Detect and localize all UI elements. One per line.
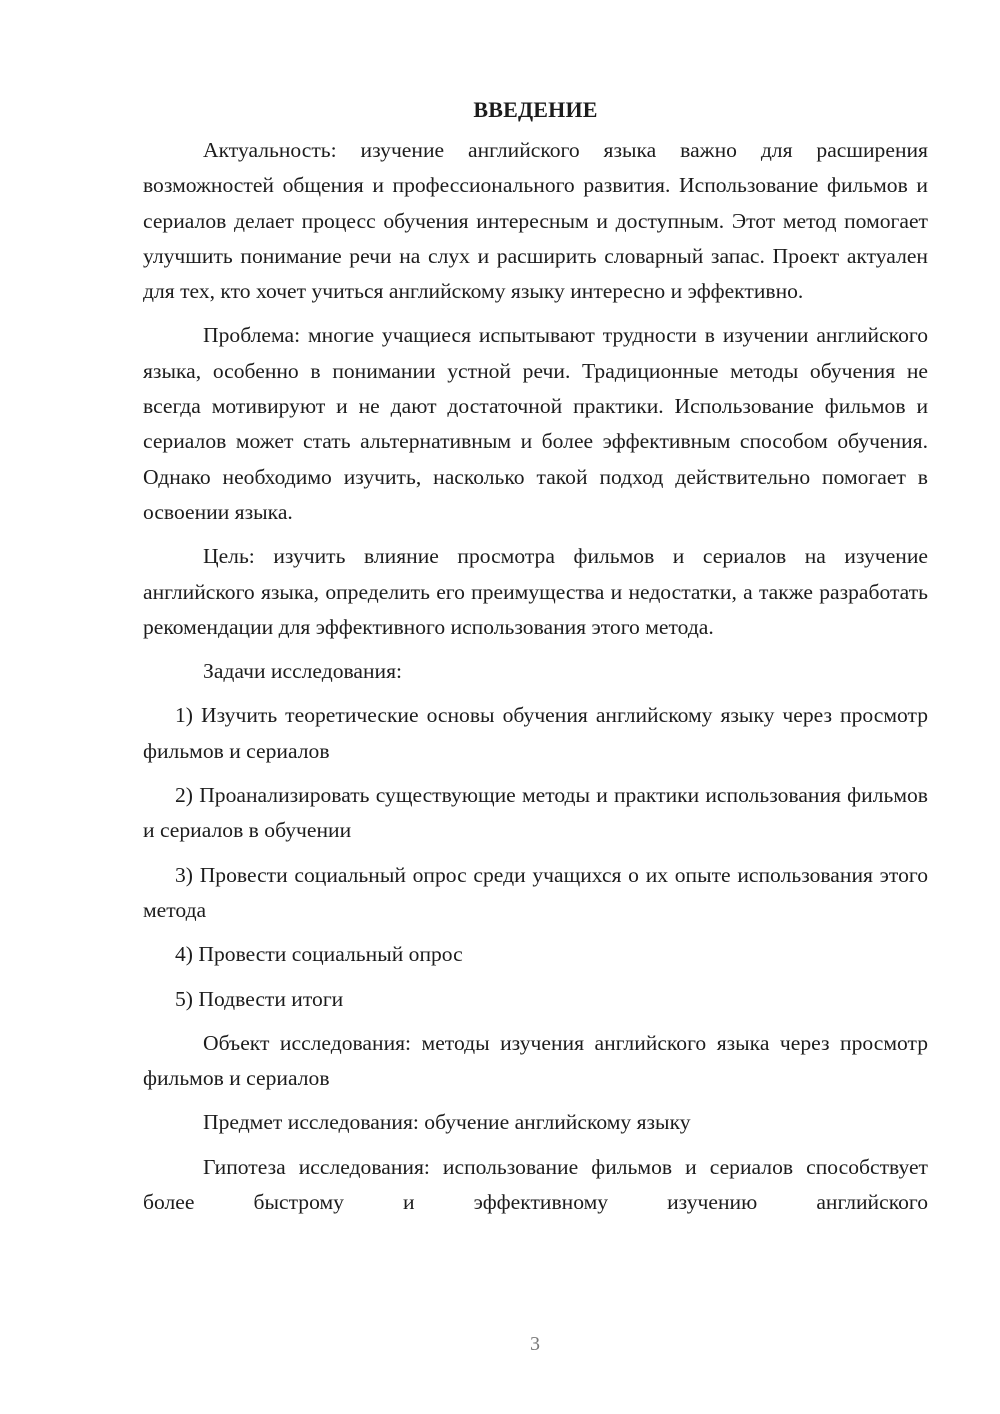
- object-paragraph: Объект исследования: методы изучения английского языка через просмотр фильмов и сериалов: [143, 1030, 928, 1091]
- goal-paragraph: Цель: изучить влияние просмотра фильмов и сериалов на изучение английского языка, определить его преимущества и недостатки, а также разработать рекомендации для эффективного использования этого метода.: [143, 544, 928, 639]
- hypothesis-paragraph: Гипотеза исследования: использование фильмов и сериалов способствует более быстрому и эффективному изучению английского: [143, 1154, 928, 1215]
- task-item-4: 4) Провести социальный опрос: [175, 942, 463, 967]
- task-item-1: 1) Изучить теоретические основы обучения английскому языку через просмотр фильмов и сериалов: [143, 703, 928, 763]
- subject-paragraph: Предмет исследования: обучение английскому языку: [203, 1110, 691, 1135]
- relevance-paragraph: Актуальность: изучение английского языка важно для расширения возможностей общения и профессионального развития. Использование фильмов и сериалов делает процесс обучения интересным и доступным. Этот метод помогает улучшить понимание речи на слух и расширить словарный запас. Проект актуален для тех, кто хочет учиться английскому языку интересно и эффективно.: [143, 138, 928, 304]
- task-item-5: 5) Подвести итоги: [175, 986, 344, 1011]
- section-heading: ВВЕДЕНИЕ: [473, 97, 598, 122]
- page-number: 3: [530, 1333, 540, 1355]
- task-item-2: 2) Проанализировать существующие методы и практики использования фильмов и сериалов в обучении: [143, 783, 928, 843]
- document-page: [143, 92, 928, 1229]
- task-item-3: 3) Провести социальный опрос среди учащихся о их опыте использования этого метода: [143, 862, 928, 922]
- problem-paragraph: Проблема: многие учащиеся испытывают трудности в изучении английского языка, особенно в понимании устной речи. Традиционные методы обучения не всегда мотивируют и не дают достаточной практики. Использование фильмов и сериалов может стать альтернативным и более эффективным способом обучения. Однако необходимо изучить, насколько такой подход действительно помогает в освоении языка.: [143, 323, 928, 524]
- tasks-heading: Задачи исследования:: [203, 659, 403, 684]
